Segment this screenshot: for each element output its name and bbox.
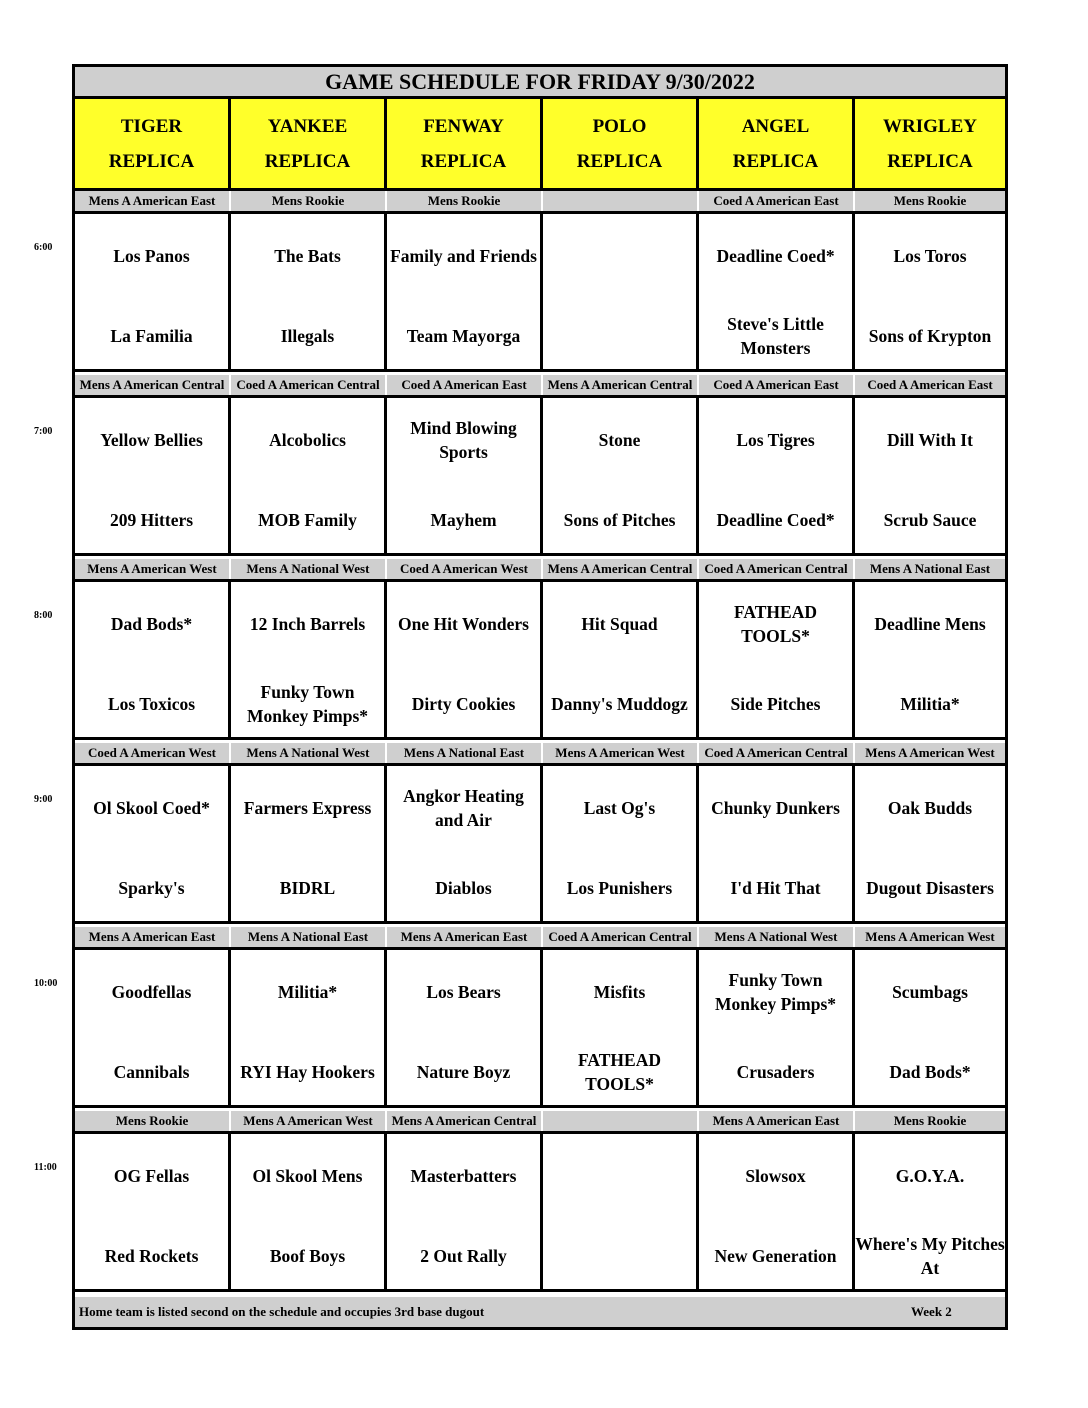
away-team-name: Stone: [598, 430, 641, 450]
home-team: [387, 1230, 540, 1282]
field-sub: REPLICA: [732, 150, 819, 172]
away-team-name: Masterbatters: [410, 1166, 517, 1186]
division-label: Coed A American Central: [699, 743, 855, 763]
field-name: YANKEE: [267, 115, 348, 137]
away-team-name: Funky Town Monkey Pimps*: [714, 970, 837, 1014]
field-sub: REPLICA: [264, 150, 351, 172]
away-team: [855, 230, 1005, 282]
away-team: [543, 230, 696, 282]
home-team-name: Scrub Sauce: [883, 510, 977, 530]
home-team-name: Where's My Pitches At: [855, 1234, 1005, 1278]
home-team-name: Danny's Muddogz: [551, 694, 688, 714]
away-team-name: Goodfellas: [111, 982, 192, 1002]
away-team-name: Chunky Dunkers: [711, 798, 840, 818]
away-team-name: Los Toros: [893, 246, 967, 266]
division-label: Mens A American West: [231, 1111, 387, 1131]
home-team: [699, 1046, 852, 1098]
away-team: [387, 414, 540, 466]
home-team: [387, 1046, 540, 1098]
field-sub: REPLICA: [887, 150, 973, 172]
away-team-name: Ol Skool Mens: [252, 1166, 363, 1186]
away-team: [75, 230, 228, 282]
home-team-name: BIDRL: [279, 878, 336, 898]
time-slot: [75, 375, 1005, 556]
away-team-name: Los Tigres: [736, 430, 815, 450]
division-label: Mens A American Central: [387, 1111, 543, 1131]
time-slot: [75, 927, 1005, 1108]
week-label: Week 2: [911, 1304, 952, 1319]
away-team-name: G.O.Y.A.: [895, 1166, 965, 1186]
game-cell: [855, 766, 1005, 921]
away-team-name: Los Panos: [113, 246, 190, 266]
away-team-name: Hit Squad: [581, 614, 658, 634]
division-label: Mens A American Central: [543, 375, 699, 395]
division-label: Coed A American West: [75, 743, 231, 763]
away-team: [699, 414, 852, 466]
home-team-name: Boof Boys: [269, 1246, 346, 1266]
game-row: [75, 950, 1005, 1108]
away-team: [387, 966, 540, 1018]
away-team: [387, 1150, 540, 1202]
away-team: [75, 1150, 228, 1202]
game-row: [75, 214, 1005, 372]
game-cell: [231, 582, 387, 737]
home-team-name: Illegals: [280, 326, 335, 346]
division-row: [75, 375, 1005, 398]
away-team-name: Slowsox: [745, 1166, 806, 1186]
away-team-name: Dad Bods*: [110, 614, 193, 634]
home-team: [231, 1046, 384, 1098]
time-label: 6:00: [34, 242, 53, 253]
game-cell: [75, 950, 231, 1105]
home-team: [855, 310, 1005, 362]
game-cell: [231, 398, 387, 553]
away-team: [543, 1150, 696, 1202]
away-team-name: Farmers Express: [243, 798, 372, 818]
game-cell: [231, 214, 387, 369]
home-team-name: Dirty Cookies: [411, 694, 516, 714]
away-team: [699, 598, 852, 650]
division-label: Mens A National West: [699, 927, 855, 947]
away-team: [387, 230, 540, 282]
division-label: Mens A American West: [865, 745, 995, 760]
time-label: 11:00: [34, 1162, 57, 1173]
away-team: [387, 598, 540, 650]
away-team: [543, 966, 696, 1018]
division-row: [75, 743, 1005, 766]
game-row: [75, 582, 1005, 740]
away-team: [231, 782, 384, 834]
game-cell: [855, 1134, 1005, 1289]
away-team-name: Oak Budds: [887, 798, 973, 818]
game-row: [75, 398, 1005, 556]
game-cell: [387, 950, 543, 1105]
game-cell: [75, 582, 231, 737]
home-team-name: Nature Boyz: [416, 1062, 511, 1082]
away-team-name: Last Og's: [583, 798, 656, 818]
home-team-name: Deadline Coed*: [716, 510, 835, 530]
division-label: Mens A National East: [869, 561, 991, 576]
division-label: Coed A American Central: [231, 375, 387, 395]
home-team: [543, 1230, 696, 1282]
field-sub: REPLICA: [576, 150, 663, 172]
division-label: Mens Rookie: [75, 1111, 231, 1131]
home-team-name: RYI Hay Hookers: [240, 1062, 375, 1082]
field-header-row: [75, 99, 1005, 191]
home-team: [855, 1046, 1005, 1098]
division-label: Mens A American East: [75, 927, 231, 947]
game-cell: [387, 398, 543, 553]
division-label: Mens A American East: [75, 191, 231, 211]
game-cell: [543, 1134, 699, 1289]
division-row: [75, 559, 1005, 582]
division-label: Coed A American East: [699, 375, 855, 395]
away-team: [231, 966, 384, 1018]
game-cell: [855, 398, 1005, 553]
away-team: [75, 966, 228, 1018]
home-team-name: Red Rockets: [104, 1246, 199, 1266]
away-team: [543, 414, 696, 466]
field-sub: REPLICA: [108, 150, 195, 172]
division-label: Mens A National West: [231, 559, 387, 579]
footer-bar: [75, 1297, 1005, 1327]
field-header-wrigley: [855, 99, 1005, 188]
footer-note: Home team is listed second on the schedule and occupies 3rd base dugout: [79, 1304, 485, 1319]
away-team-name: Misfits: [593, 982, 646, 1002]
home-team: [231, 494, 384, 546]
away-team-name: Ol Skool Coed*: [93, 798, 210, 818]
game-cell: [699, 398, 855, 553]
field-name: FENWAY: [423, 115, 504, 137]
away-team-name: Yellow Bellies: [100, 430, 203, 450]
home-team-name: Dugout Disasters: [866, 878, 994, 898]
division-label: Mens Rookie: [387, 191, 543, 211]
away-team-name: Deadline Mens: [874, 614, 986, 634]
game-cell: [699, 950, 855, 1105]
home-team-name: Steve's Little Monsters: [727, 314, 824, 358]
home-team-name: Side Pitches: [730, 694, 821, 714]
home-team: [231, 1230, 384, 1282]
time-slot: [75, 1111, 1005, 1292]
division-label: Coed A American West: [387, 559, 543, 579]
game-cell: [699, 1134, 855, 1289]
home-team: [75, 310, 228, 362]
home-team: [543, 1046, 696, 1098]
division-label: Mens A American West: [865, 929, 995, 944]
away-team: [543, 782, 696, 834]
home-team: [387, 310, 540, 362]
home-team-name: Cannibals: [113, 1062, 190, 1082]
away-team-name: 12 Inch Barrels: [249, 614, 366, 634]
division-label: Mens A American West: [543, 743, 699, 763]
division-label: Mens A National West: [231, 743, 387, 763]
home-team: [75, 1046, 228, 1098]
home-team-name: Militia*: [900, 694, 960, 714]
division-label: Mens A National East: [231, 927, 387, 947]
field-name: ANGEL: [741, 115, 810, 137]
home-team: [231, 678, 384, 730]
away-team: [75, 598, 228, 650]
away-team-name: Alcobolics: [269, 430, 346, 450]
home-team-name: MOB Family: [258, 510, 357, 530]
away-team: [699, 1150, 852, 1202]
field-header-angel: [699, 99, 855, 188]
time-slot: [75, 559, 1005, 740]
division-label: Mens A American East: [387, 927, 543, 947]
home-team-name: Mayhem: [430, 510, 497, 530]
game-cell: [75, 398, 231, 553]
home-team-name: Dad Bods*: [889, 1062, 971, 1082]
home-team-name: New Generation: [714, 1246, 837, 1266]
division-label: Coed A American Central: [699, 559, 855, 579]
game-cell: [387, 214, 543, 369]
away-team-name: Scumbags: [892, 982, 968, 1002]
away-team: [699, 230, 852, 282]
schedule-title: GAME SCHEDULE FOR FRIDAY 9/30/2022: [75, 67, 1005, 99]
away-team-name: Mind Blowing Sports: [410, 418, 517, 462]
division-label: Mens Rookie: [893, 193, 967, 208]
game-cell: [75, 766, 231, 921]
home-team-name: Sparky's: [118, 878, 185, 898]
division-label: Coed A American East: [387, 375, 543, 395]
home-team-name: FATHEAD TOOLS*: [578, 1050, 661, 1094]
away-team: [231, 598, 384, 650]
home-team: [75, 1230, 228, 1282]
home-team: [231, 862, 384, 914]
division-label: Coed A American East: [699, 191, 855, 211]
field-sub: REPLICA: [420, 150, 507, 172]
home-team-name: Sons of Krypton: [868, 326, 992, 346]
game-row: [75, 766, 1005, 924]
home-team: [699, 862, 852, 914]
away-team: [75, 782, 228, 834]
home-team-name: I'd Hit That: [730, 878, 821, 898]
home-team-name: Los Toxicos: [107, 694, 196, 714]
away-team-name: FATHEAD TOOLS*: [734, 602, 817, 646]
field-header-yankee: [231, 99, 387, 188]
game-cell: [75, 214, 231, 369]
time-label: 7:00: [34, 426, 53, 437]
home-team: [855, 862, 1005, 914]
away-team: [231, 230, 384, 282]
away-team-name: Deadline Coed*: [716, 246, 835, 266]
away-team: [855, 598, 1005, 650]
field-name: TIGER: [120, 115, 183, 137]
home-team-name: Sons of Pitches: [563, 510, 676, 530]
time-label: 8:00: [34, 610, 53, 621]
away-team: [231, 414, 384, 466]
home-team-name: Team Mayorga: [406, 326, 521, 346]
game-cell: [543, 950, 699, 1105]
home-team-name: Los Punishers: [566, 878, 673, 898]
home-team: [699, 1230, 852, 1282]
division-label: Mens Rookie: [231, 191, 387, 211]
home-team-name: Crusaders: [736, 1062, 815, 1082]
time-slot: [75, 191, 1005, 372]
away-team: [855, 1150, 1005, 1202]
game-cell: [855, 950, 1005, 1105]
game-cell: [699, 766, 855, 921]
home-team: [699, 310, 852, 362]
away-team: [855, 966, 1005, 1018]
away-team: [231, 1150, 384, 1202]
division-label: Mens A American Central: [543, 559, 699, 579]
field-header-polo: [543, 99, 699, 188]
game-cell: [231, 766, 387, 921]
game-cell: [387, 766, 543, 921]
away-team-name: Angkor Heating and Air: [403, 786, 524, 830]
home-team: [855, 1230, 1005, 1282]
away-team-name: Family and Friends: [390, 246, 537, 266]
field-header-tiger: [75, 99, 231, 188]
away-team: [543, 598, 696, 650]
division-label: Coed A American Central: [543, 927, 699, 947]
away-team-name: One Hit Wonders: [398, 614, 529, 634]
away-team: [699, 782, 852, 834]
field-name: WRIGLEY: [883, 115, 977, 137]
home-team: [387, 494, 540, 546]
time-slot: [75, 743, 1005, 924]
game-cell: [231, 950, 387, 1105]
division-label: [543, 191, 699, 211]
away-team: [855, 782, 1005, 834]
home-team: [543, 678, 696, 730]
field-header-fenway: [387, 99, 543, 188]
game-cell: [387, 1134, 543, 1289]
home-team: [543, 862, 696, 914]
game-cell: [543, 214, 699, 369]
time-label: 10:00: [34, 978, 58, 989]
game-cell: [699, 582, 855, 737]
home-team: [855, 678, 1005, 730]
home-team: [855, 494, 1005, 546]
home-team: [699, 678, 852, 730]
division-label: Mens A American East: [699, 1111, 855, 1131]
division-label: [543, 1111, 699, 1131]
division-label: Mens Rookie: [893, 1113, 967, 1128]
home-team-name: Diablos: [435, 878, 492, 898]
home-team: [75, 494, 228, 546]
away-team-name: Militia*: [277, 982, 338, 1002]
home-team-name: La Familia: [110, 326, 193, 346]
away-team-name: OG Fellas: [113, 1166, 190, 1186]
game-cell: [543, 582, 699, 737]
home-team-name: Funky Town Monkey Pimps*: [246, 682, 369, 726]
home-team: [543, 310, 696, 362]
division-label: Mens A American Central: [75, 375, 231, 395]
division-label: Coed A American East: [867, 377, 993, 392]
home-team: [387, 678, 540, 730]
away-team-name: The Bats: [274, 246, 341, 266]
away-team: [855, 414, 1005, 466]
away-team: [75, 414, 228, 466]
field-name: POLO: [592, 115, 647, 137]
away-team-name: Los Bears: [426, 982, 501, 1002]
home-team-name: 209 Hitters: [109, 510, 194, 530]
game-cell: [231, 1134, 387, 1289]
division-label: Mens A American West: [75, 559, 231, 579]
division-row: [75, 927, 1005, 950]
home-team: [231, 310, 384, 362]
division-row: [75, 191, 1005, 214]
game-cell: [855, 582, 1005, 737]
game-cell: [855, 214, 1005, 369]
home-team: [75, 862, 228, 914]
home-team-name: 2 Out Rally: [420, 1246, 507, 1266]
away-team: [387, 782, 540, 834]
time-label: 9:00: [34, 794, 53, 805]
division-label: Mens A National East: [387, 743, 543, 763]
game-row: [75, 1134, 1005, 1292]
game-cell: [543, 398, 699, 553]
game-cell: [387, 582, 543, 737]
game-cell: [75, 1134, 231, 1289]
game-cell: [543, 766, 699, 921]
schedule-sheet: [72, 64, 1008, 1330]
home-team: [75, 678, 228, 730]
home-team: [543, 494, 696, 546]
home-team: [387, 862, 540, 914]
away-team: [699, 966, 852, 1018]
home-team: [699, 494, 852, 546]
away-team-name: Dill With It: [887, 430, 973, 450]
game-cell: [699, 214, 855, 369]
division-row: [75, 1111, 1005, 1134]
